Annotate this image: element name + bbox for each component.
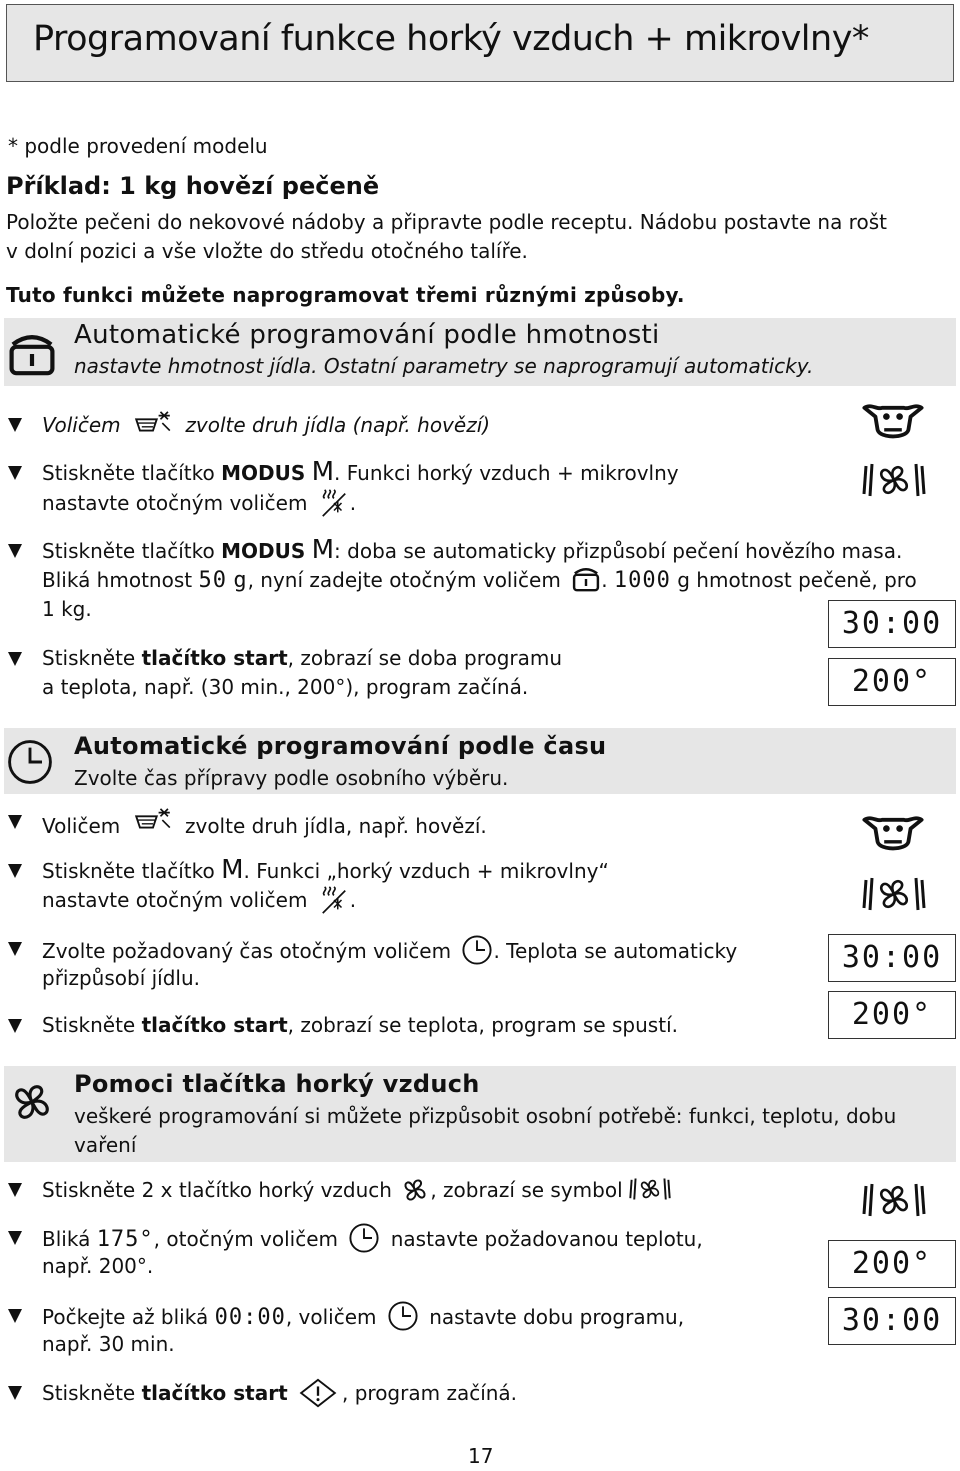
section-time-title: Automatické programování podle času (74, 732, 607, 760)
start-label: tlačítko start (141, 1381, 288, 1405)
food-selector-icon (131, 807, 175, 835)
s2-step4 (42, 1011, 678, 1040)
bullet-icon (8, 1183, 22, 1197)
s2-step1-b: zvolte druh jídla, např. hovězí. (184, 814, 487, 838)
bullet-icon (8, 815, 22, 829)
bullet-icon (8, 942, 22, 956)
s3-step1-b: , zobrazí se symbol (430, 1178, 623, 1202)
s1-step1-a: Voličem (42, 413, 121, 437)
s2-step2-e: . (349, 888, 357, 912)
fan-icon (8, 1078, 56, 1126)
s2-step2-line1 (42, 856, 609, 886)
page-number: 17 (468, 1444, 494, 1468)
s1-step3-a: Stiskněte tlačítko (42, 539, 222, 563)
s3-step3-a: Počkejte až bliká (42, 1305, 209, 1329)
page-title: Programovaní funkce horký vzduch + mikrovlny* (33, 19, 869, 59)
heat-icon (318, 885, 350, 915)
s1-step3-d: : doba se automaticky přizpůsobí pečení hovězího masa. (334, 539, 903, 563)
section-time-subtitle: Zvolte čas přípravy podle osobního výběru. (74, 766, 509, 790)
s3-step2-e: např. 200°. (42, 1254, 154, 1278)
s2-step4-a: Stiskněte (42, 1013, 142, 1037)
bullet-icon (8, 418, 22, 432)
weight-1000-display: 1000 (613, 568, 671, 593)
s1-step4-line1 (42, 644, 562, 673)
modus-label: MODUS (221, 539, 306, 563)
s1-step3-l: 1 kg. (42, 597, 92, 621)
s2-step3-c: přizpůsobí jídlu. (42, 966, 201, 990)
m-label: M (221, 855, 244, 885)
s1-step4-c: , zobrazí se doba programu (287, 646, 563, 670)
m-label: M (311, 535, 335, 565)
section-hot-air-title: Pomoci tlačítka horký vzduch (74, 1070, 480, 1098)
s3-step1-a: Stiskněte 2 x tlačítko horký vzduch (42, 1178, 392, 1202)
s1-step2-a: Stiskněte tlačítko (42, 461, 222, 485)
modus-label: MODUS (221, 461, 306, 485)
s1-step2-d: . Funkci horký vzduch + mikrovlny (334, 461, 679, 485)
lcd-time: 30:00 (828, 600, 956, 648)
s3-step3-c: , voličem (285, 1305, 377, 1329)
example-heading: Příklad: 1 kg hovězí pečeně (6, 172, 380, 200)
weight-unit: g (233, 568, 248, 593)
ways-text: Tuto funkci můžete naprogramovat třemi různými způsoby. (6, 283, 685, 307)
fan-bars-icon (862, 1180, 926, 1220)
bullet-icon (8, 864, 22, 878)
fan-bars-icon (629, 1175, 671, 1203)
s1-step1-b: zvolte druh jídla (např. hovězí) (185, 413, 491, 437)
s1-step3-line2 (42, 565, 917, 595)
s2-step3-b: . Teplota se automaticky (493, 939, 738, 963)
s3-step2-a: Bliká (42, 1227, 91, 1251)
bullet-icon (8, 1231, 22, 1245)
lcd-temp: 200° (828, 1240, 956, 1288)
s1-step3-e: Bliká hmotnost (42, 568, 193, 592)
fan-icon (400, 1175, 430, 1205)
example-text-1: Položte pečeni do nekovové nádoby a připravte podle receptu. Nádobu postavte na rošt (6, 210, 887, 234)
s2-step3-a: Zvolte požadovaný čas otočným voličem (42, 939, 452, 963)
cow-icon (860, 810, 926, 856)
s2-step2-line2 (42, 885, 356, 915)
s3-step4-a: Stiskněte (42, 1381, 142, 1405)
s3-step2-line1 (42, 1222, 703, 1254)
bullet-icon (8, 1019, 22, 1033)
time-display: 00:00 (214, 1305, 286, 1330)
s1-step4-a: Stiskněte (42, 646, 142, 670)
s1-step2-line2 (42, 488, 356, 518)
s2-step4-c: , zobrazí se teplota, program se spustí. (287, 1013, 678, 1037)
section-weight-subtitle: nastavte hmotnost jídla. Ostatní parametry se naprogramují automaticky. (74, 354, 814, 378)
s1-step3-k: g hmotnost pečeně, pro (677, 568, 917, 592)
section-hot-air-header (4, 1066, 956, 1162)
clock-icon (6, 738, 54, 786)
bullet-icon (8, 466, 22, 480)
s1-step1 (42, 410, 490, 440)
clock-icon (461, 934, 493, 966)
section-hot-air-subtitle-1: veškeré programování si můžete přizpůsobit osobní potřebě: funkci, teplotu, dobu (74, 1104, 897, 1128)
bullet-icon (8, 544, 22, 558)
section-weight-title: Automatické programování podle hmotnosti (74, 320, 660, 350)
s3-step3-d: nastavte dobu programu, (429, 1305, 685, 1329)
section-time-header (4, 728, 956, 794)
s2-step2-a: Stiskněte tlačítko (42, 859, 222, 883)
temp-175-display: 175° (96, 1227, 154, 1252)
s1-step3-h: , nyní zadejte otočným voličem (247, 568, 561, 592)
footnote: * podle provedení modelu (8, 134, 268, 158)
s2-step1-a: Voličem (42, 814, 121, 838)
lcd-time: 30:00 (828, 1297, 956, 1345)
s2-step1 (42, 807, 487, 841)
title-box (6, 4, 954, 82)
s1-step2-line1 (42, 458, 679, 488)
s1-step2-e: nastavte otočným voličem (42, 491, 308, 515)
lcd-temp: 200° (828, 991, 956, 1039)
s1-step4-d: a teplota, např. (30 min., 200°), program začíná. (42, 675, 529, 699)
start-label: tlačítko start (141, 646, 288, 670)
s3-step2-c: , otočným voličem (153, 1227, 339, 1251)
s1-step2-f: . (349, 491, 357, 515)
food-selector-icon (131, 410, 175, 438)
m-label: M (311, 457, 335, 487)
lcd-temp: 200° (828, 658, 956, 706)
s2-step2-d: nastavte otočným voličem (42, 888, 308, 912)
scale-icon (571, 565, 601, 593)
weight-display: 50 (198, 568, 227, 593)
section-hot-air-subtitle-2: vaření (74, 1133, 137, 1157)
start-label: tlačítko start (141, 1013, 288, 1037)
s3-step4-c: , program začíná. (342, 1381, 518, 1405)
cow-icon (860, 398, 926, 444)
s1-step3-line1 (42, 536, 902, 566)
clock-icon (348, 1222, 380, 1254)
s2-step3-line1 (42, 934, 737, 966)
section-weight-header (4, 318, 956, 386)
s3-step3-e: např. 30 min. (42, 1332, 175, 1356)
scale-icon (8, 330, 56, 378)
lcd-time: 30:00 (828, 934, 956, 982)
bullet-icon (8, 652, 22, 666)
s3-step4 (42, 1378, 517, 1408)
s3-step1 (42, 1175, 671, 1205)
example-text-2: v dolní pozici a vše vložte do středu otočného talíře. (6, 239, 528, 263)
heat-icon (318, 488, 350, 518)
s2-step2-c: . Funkci „horký vzduch + mikrovlny“ (243, 859, 609, 883)
fan-bars-icon (862, 874, 926, 914)
bullet-icon (8, 1386, 22, 1400)
s3-step3-line1 (42, 1300, 684, 1332)
fan-bars-icon (862, 460, 926, 500)
clock-icon (387, 1300, 419, 1332)
bullet-icon (8, 1309, 22, 1323)
s1-step3-i: . (601, 568, 608, 592)
s3-step2-d: nastavte požadovanou teplotu, (390, 1227, 703, 1251)
start-icon (298, 1378, 338, 1408)
